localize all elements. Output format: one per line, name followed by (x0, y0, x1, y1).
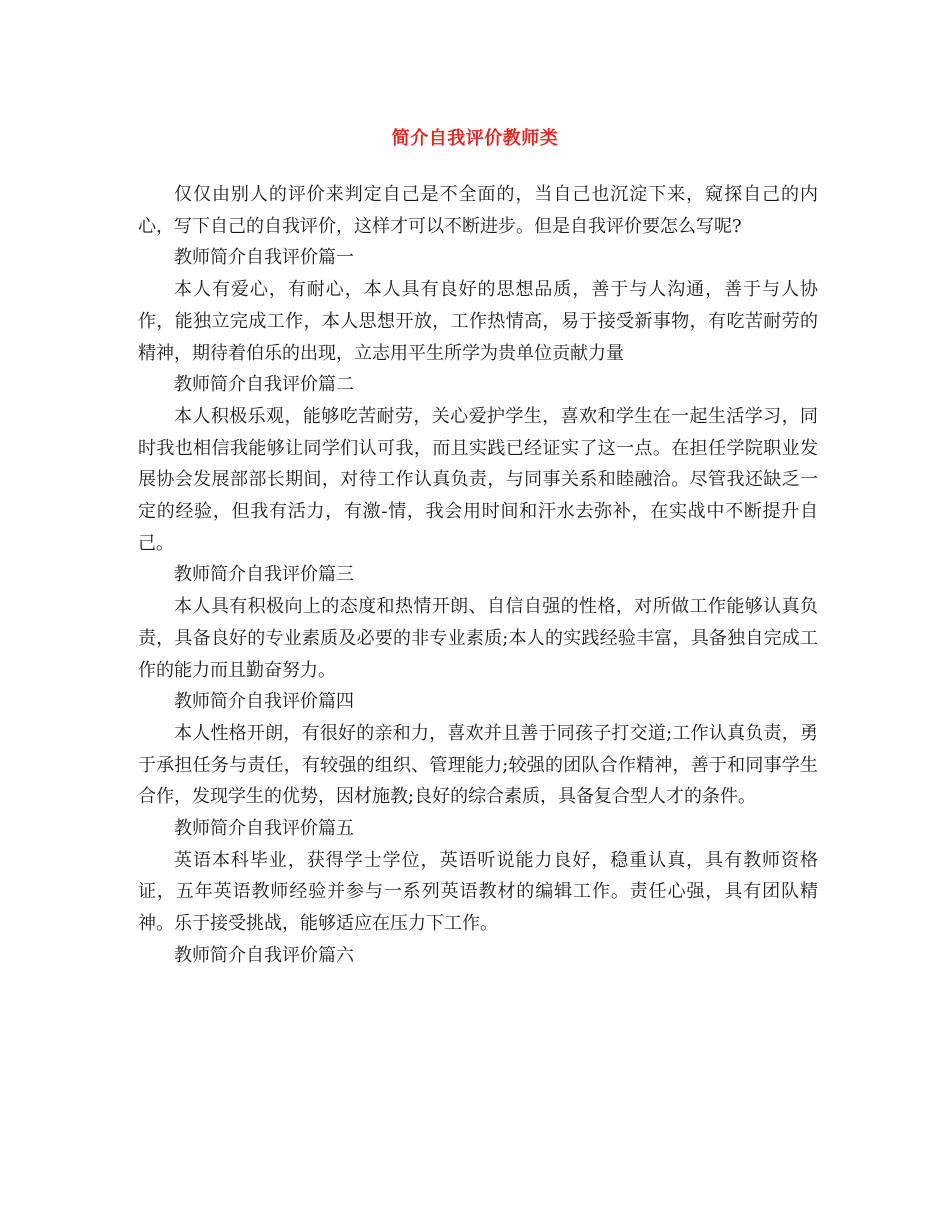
section-heading: 教师简介自我评价篇五 (174, 818, 354, 840)
section-heading: 教师简介自我评价篇一 (174, 247, 354, 269)
section-heading: 教师简介自我评价篇二 (174, 374, 354, 396)
section-heading: 教师简介自我评价篇三 (174, 564, 354, 586)
body-paragraph: 本人性格开朗，有很好的亲和力，喜欢并且善于同孩子打交道;工作认真负责，勇于承担任务与责任，有较强的组织、管理能力;较强的团队合作精神，善于和同事学生合作，发现学生的优势，因材施教;良好的综合素质，具备复合型人才的条件。 (138, 722, 818, 808)
body-paragraph: 本人有爱心，有耐心，本人具有良好的思想品质，善于与人沟通，善于与人协作，能独立完成工作，本人思想开放，工作热情高，易于接受新事物，有吃苦耐劳的精神，期待着伯乐的出现，立志用平生所学为贵单位贡献力量 (138, 279, 818, 364)
body-paragraph: 英语本科毕业，获得学士学位，英语听说能力良好，稳重认真，具有教师资格证，五年英语教师经验并参与一系列英语教材的编辑工作。责任心强，具有团队精神。乐于接受挑战，能够适应在压力下工作。 (138, 849, 818, 935)
body-paragraph: 本人具有积极向上的态度和热情开朗、自信自强的性格，对所做工作能够认真负责，具备良好的专业素质及必要的非专业素质;本人的实践经验丰富，具备独自完成工作的能力而且勤奋努力。 (138, 596, 818, 681)
intro-paragraph: 仅仅由别人的评价来判定自己是不全面的，当自己也沉淀下来，窥探自己的内心，写下自己的自我评价，这样才可以不断进步。但是自我评价要怎么写呢? (138, 184, 818, 237)
section-heading: 教师简介自我评价篇六 (174, 944, 354, 966)
body-paragraph: 本人积极乐观，能够吃苦耐劳，关心爱护学生，喜欢和学生在一起生活学习，同时我也相信我能够让同学们认可我，而且实践已经证实了这一点。在担任学院职业发展协会发展部部长期间，对待工作认真负责，与同事关系和睦融洽。尽管我还缺乏一定的经验，但我有活力，有激-情，我会用时间和汗水去弥补，在实战中不断提升自己。 (138, 405, 818, 554)
section-heading: 教师简介自我评价篇四 (174, 691, 354, 713)
document-title: 简介自我评价教师类 (391, 128, 559, 149)
document-body (138, 179, 818, 972)
